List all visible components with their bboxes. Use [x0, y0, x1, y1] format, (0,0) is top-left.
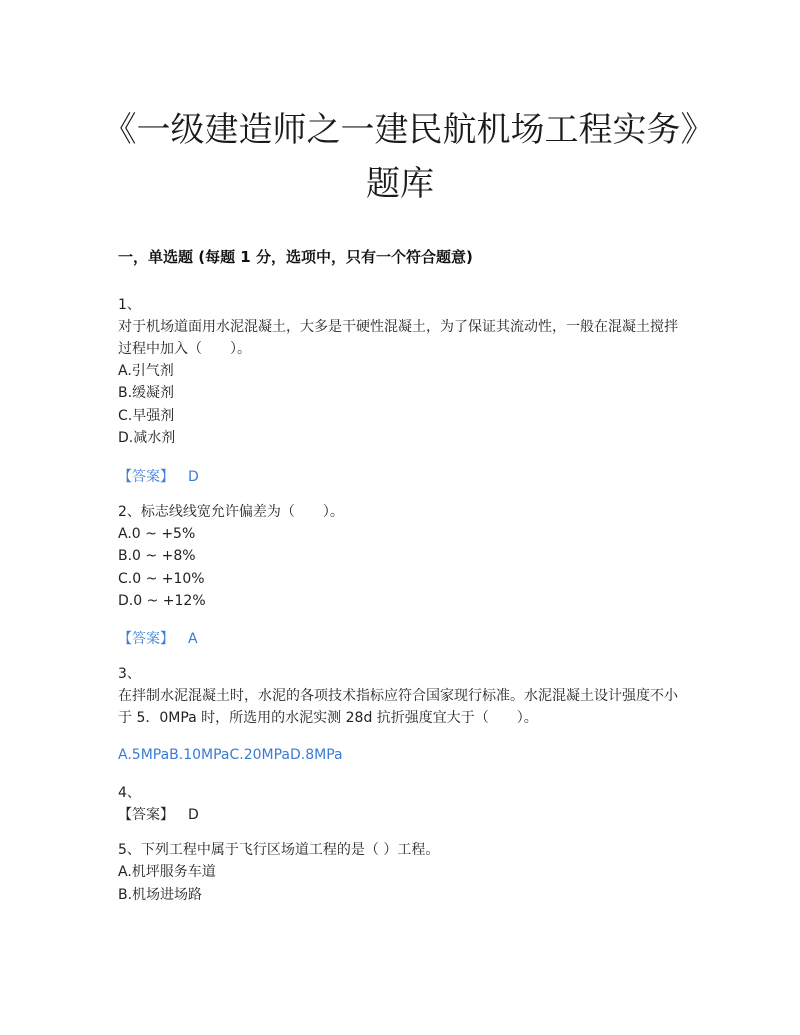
question-3-stem: 在拌制水泥混凝土时，水泥的各项技术指标应符合国家现行标准。水泥混凝土设计强度不小于 5．0MPa 时，所选用的水泥实测 28d 抗折强度宜大于（ ）。	[118, 688, 678, 726]
question-1-stem: 对于机场道面用水泥混凝土，大多是干硬性混凝土，为了保证其流动性，一般在混凝土搅拌过程中加入（ ）。	[118, 319, 678, 357]
question-1-option-c: C.早强剂	[118, 408, 175, 424]
section-heading: 一，单选题 (每题 1 分，选项中，只有一个符合题意)	[118, 248, 473, 266]
answer-label: 【答案】	[118, 469, 174, 485]
question-2-option-a: A.0 ~ +5%	[118, 526, 196, 542]
question-1-option-a: A.引气剂	[118, 363, 174, 379]
answer-value: D	[188, 807, 199, 823]
question-5-option-b: B.机场进场路	[118, 887, 203, 903]
answer-label: 【答案】	[118, 807, 174, 823]
question-2-option-c: C.0 ~ +10%	[118, 571, 205, 587]
question-1-option-b: B.缓凝剂	[118, 385, 175, 401]
question-1-number: 1、	[118, 297, 141, 313]
answer-value: D	[188, 469, 199, 485]
question-5-stem: 5、下列工程中属于飞行区场道工程的是（ ）工程。	[118, 842, 440, 858]
question-1-option-d: D.减水剂	[118, 430, 176, 446]
question-1-answer	[118, 466, 199, 486]
question-2-stem: 2、标志线线宽允许偏差为（ ）。	[118, 504, 344, 520]
question-4-answer	[118, 804, 199, 824]
question-4-number: 4、	[118, 785, 141, 801]
question-2-option-b: B.0 ~ +8%	[118, 548, 196, 564]
answer-value: A	[188, 631, 198, 647]
answer-label: 【答案】	[118, 631, 174, 647]
question-3-options: A.5MPaB.10MPaC.20MPaD.8MPa	[118, 747, 343, 763]
question-3-number: 3、	[118, 666, 141, 682]
question-2-answer	[118, 628, 198, 648]
question-2-option-d: D.0 ~ +12%	[118, 593, 206, 609]
question-5-option-a: A.机坪服务车道	[118, 864, 216, 880]
page-title: 《一级建造师之一建民航机场工程实务》题库	[102, 110, 698, 204]
